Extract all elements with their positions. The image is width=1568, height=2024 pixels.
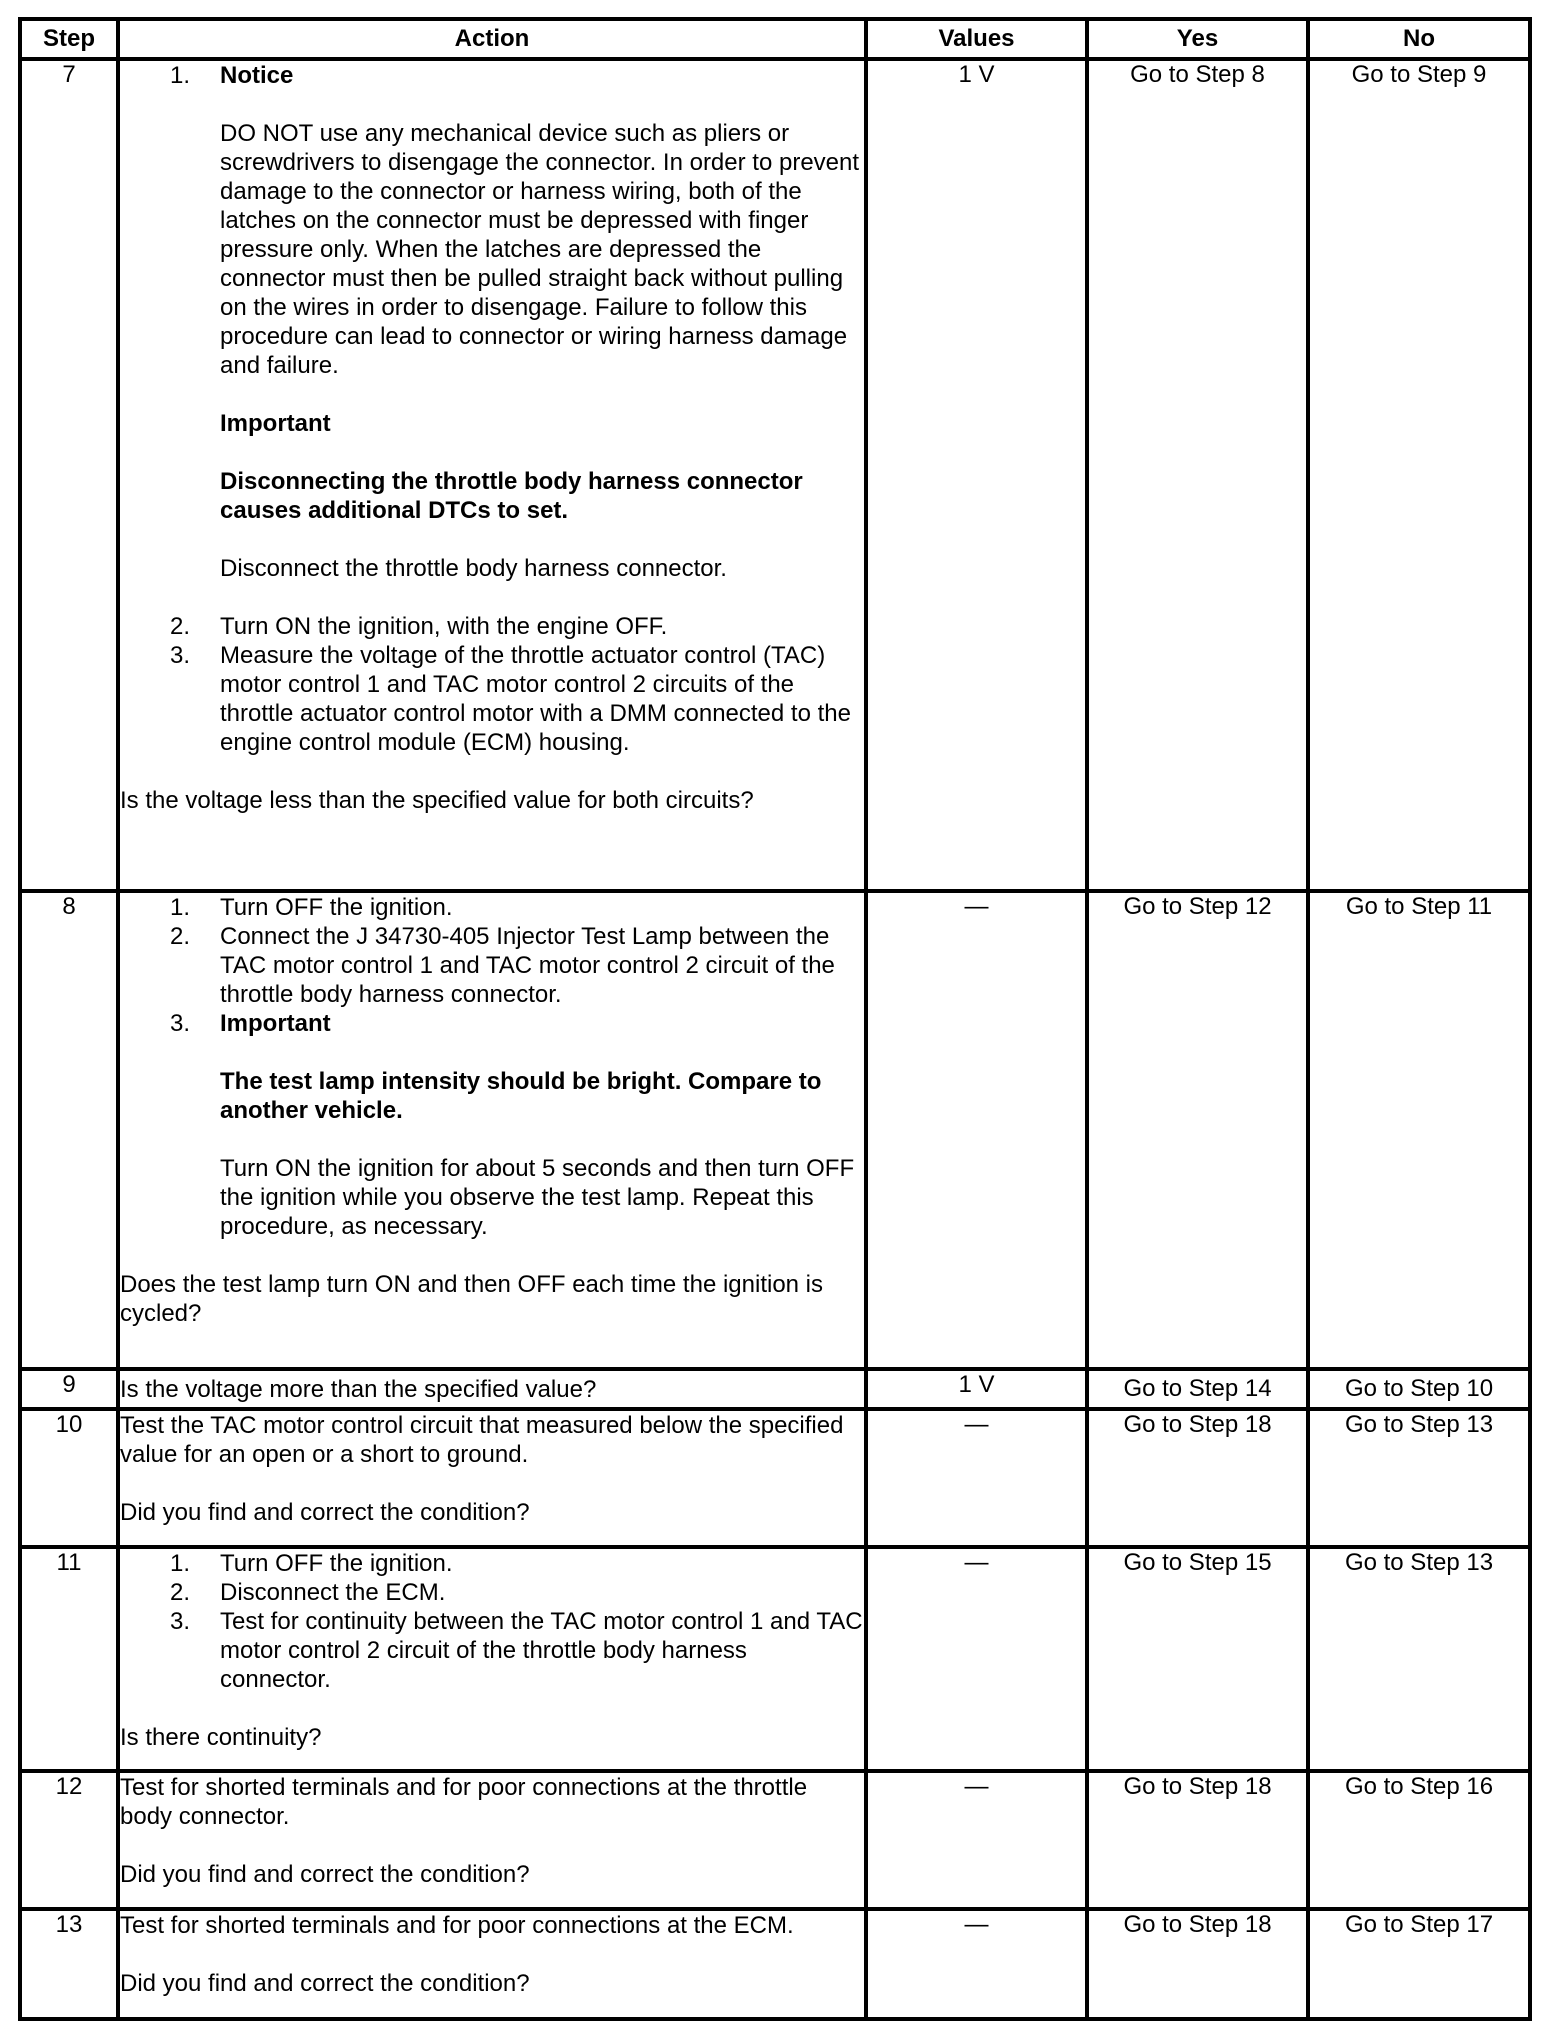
table-row — [20, 1909, 1530, 2019]
no-cell: Go to Step 16 — [1308, 1771, 1530, 1909]
no-cell: Go to Step 13 — [1308, 1547, 1530, 1771]
header-step: Step — [20, 19, 118, 59]
no-cell: Go to Step 11 — [1308, 891, 1530, 1369]
notice-heading: Notice — [220, 62, 294, 89]
yes-cell: Go to Step 15 — [1087, 1547, 1308, 1771]
action-text: Test for shorted terminals and for poor connections at the throttle body connector. — [120, 1774, 808, 1830]
important-text: Disconnecting the throttle body harness connector causes additional DTCs to set. — [220, 468, 803, 524]
yes-cell: Go to Step 8 — [1087, 59, 1308, 891]
value-cell: — — [866, 1547, 1087, 1771]
question-text: Did you find and correct the condition? — [120, 1499, 530, 1526]
list-item: 3. Test for continuity between the TAC motor control 1 and TAC motor control 2 circuit of the throttle body harness connector. — [169, 1608, 863, 1693]
header-values: Values — [866, 19, 1087, 59]
action-cell — [118, 891, 866, 1369]
action-text: Test the TAC motor control circuit that measured below the specified value for an open or a short to ground. — [120, 1412, 844, 1468]
list-item: 2. Turn ON the ignition, with the engine OFF. — [169, 613, 668, 640]
yes-cell: Go to Step 18 — [1087, 1909, 1308, 2019]
step-number: 9 — [20, 1369, 118, 1409]
diagnostic-table — [18, 17, 1532, 2021]
question-text: Does the test lamp turn ON and then OFF each time the ignition is cycled? — [120, 1271, 824, 1327]
step-number: 12 — [20, 1771, 118, 1909]
table-row — [20, 891, 1530, 1369]
step-number: 11 — [20, 1547, 118, 1771]
value-cell: 1 V — [866, 59, 1087, 891]
action-text: Test for shorted terminals and for poor connections at the ECM. — [120, 1912, 794, 1939]
no-cell: Go to Step 13 — [1308, 1409, 1530, 1547]
table-row — [20, 1547, 1530, 1771]
list-item: 1. Turn OFF the ignition. — [169, 1550, 453, 1577]
important-text: The test lamp intensity should be bright. Compare to another vehicle. — [220, 1068, 822, 1124]
value-cell: — — [866, 891, 1087, 1369]
list-item: 1. Notice — [120, 61, 864, 90]
list-item: 3. Important — [120, 1009, 864, 1038]
no-cell: Go to Step 10 — [1308, 1369, 1530, 1409]
yes-cell: Go to Step 12 — [1087, 891, 1308, 1369]
step-number: 13 — [20, 1909, 118, 2019]
table-row — [20, 1771, 1530, 1909]
table-row — [20, 1369, 1530, 1409]
list-item: 2. Disconnect the ECM. — [169, 1579, 446, 1606]
list-item: 3. Measure the voltage of the throttle actuator control (TAC) motor control 1 and TAC motor control 2 circuits of the throttle actuator control motor with a DMM connected to the engine control module (ECM) housing. — [169, 642, 851, 756]
value-cell: 1 V — [866, 1369, 1087, 1409]
value-cell: — — [866, 1771, 1087, 1909]
important-heading: Important — [220, 410, 331, 437]
no-cell: Go to Step 17 — [1308, 1909, 1530, 2019]
question-text: Did you find and correct the condition? — [120, 1970, 530, 1997]
action-cell — [118, 1409, 866, 1547]
question-text: Is there continuity? — [120, 1724, 322, 1751]
action-cell — [118, 1909, 866, 2019]
value-cell: — — [866, 1909, 1087, 2019]
value-cell: — — [866, 1409, 1087, 1547]
list-item: 1. Turn OFF the ignition. — [169, 894, 453, 921]
question-text: Is the voltage less than the specified value for both circuits? — [120, 787, 754, 814]
action-cell — [118, 1547, 866, 1771]
table-row — [20, 59, 1530, 891]
table-row — [20, 1409, 1530, 1547]
action-cell — [118, 59, 866, 891]
header-yes: Yes — [1087, 19, 1308, 59]
header-action: Action — [118, 19, 866, 59]
list-item: 2. Connect the J 34730-405 Injector Test Lamp between the TAC motor control 1 and TAC motor control 2 circuit of the throttle body harness connector. — [169, 923, 835, 1008]
header-row — [20, 19, 1530, 59]
action-text: Disconnect the throttle body harness connector. — [220, 555, 727, 582]
question-text: Is the voltage more than the specified value? — [120, 1375, 597, 1403]
yes-cell: Go to Step 18 — [1087, 1771, 1308, 1909]
important-heading: Important — [220, 1010, 331, 1037]
step-number: 10 — [20, 1409, 118, 1547]
action-cell — [118, 1369, 866, 1409]
question-text: Did you find and correct the condition? — [120, 1861, 530, 1888]
action-cell — [118, 1771, 866, 1909]
yes-cell: Go to Step 18 — [1087, 1409, 1308, 1547]
header-no: No — [1308, 19, 1530, 59]
step-number: 7 — [20, 59, 118, 891]
no-cell: Go to Step 9 — [1308, 59, 1530, 891]
yes-cell: Go to Step 14 — [1087, 1369, 1308, 1409]
step-number: 8 — [20, 891, 118, 1369]
action-text: Turn ON the ignition for about 5 seconds and then turn OFF the ignition while you observe the test lamp. Repeat this procedure, as necessary. — [220, 1155, 855, 1240]
notice-text: DO NOT use any mechanical device such as pliers or screwdrivers to disengage the connector. In order to prevent damage to the connector or harness wiring, both of the latches on the connector must be depressed with finger pressure only. When the latches are depressed the connector must then be pulled straight back without pulling on the wires in order to disengage. Failure to follow this procedure can lead to connector or wiring harness damage and failure. — [220, 120, 860, 379]
